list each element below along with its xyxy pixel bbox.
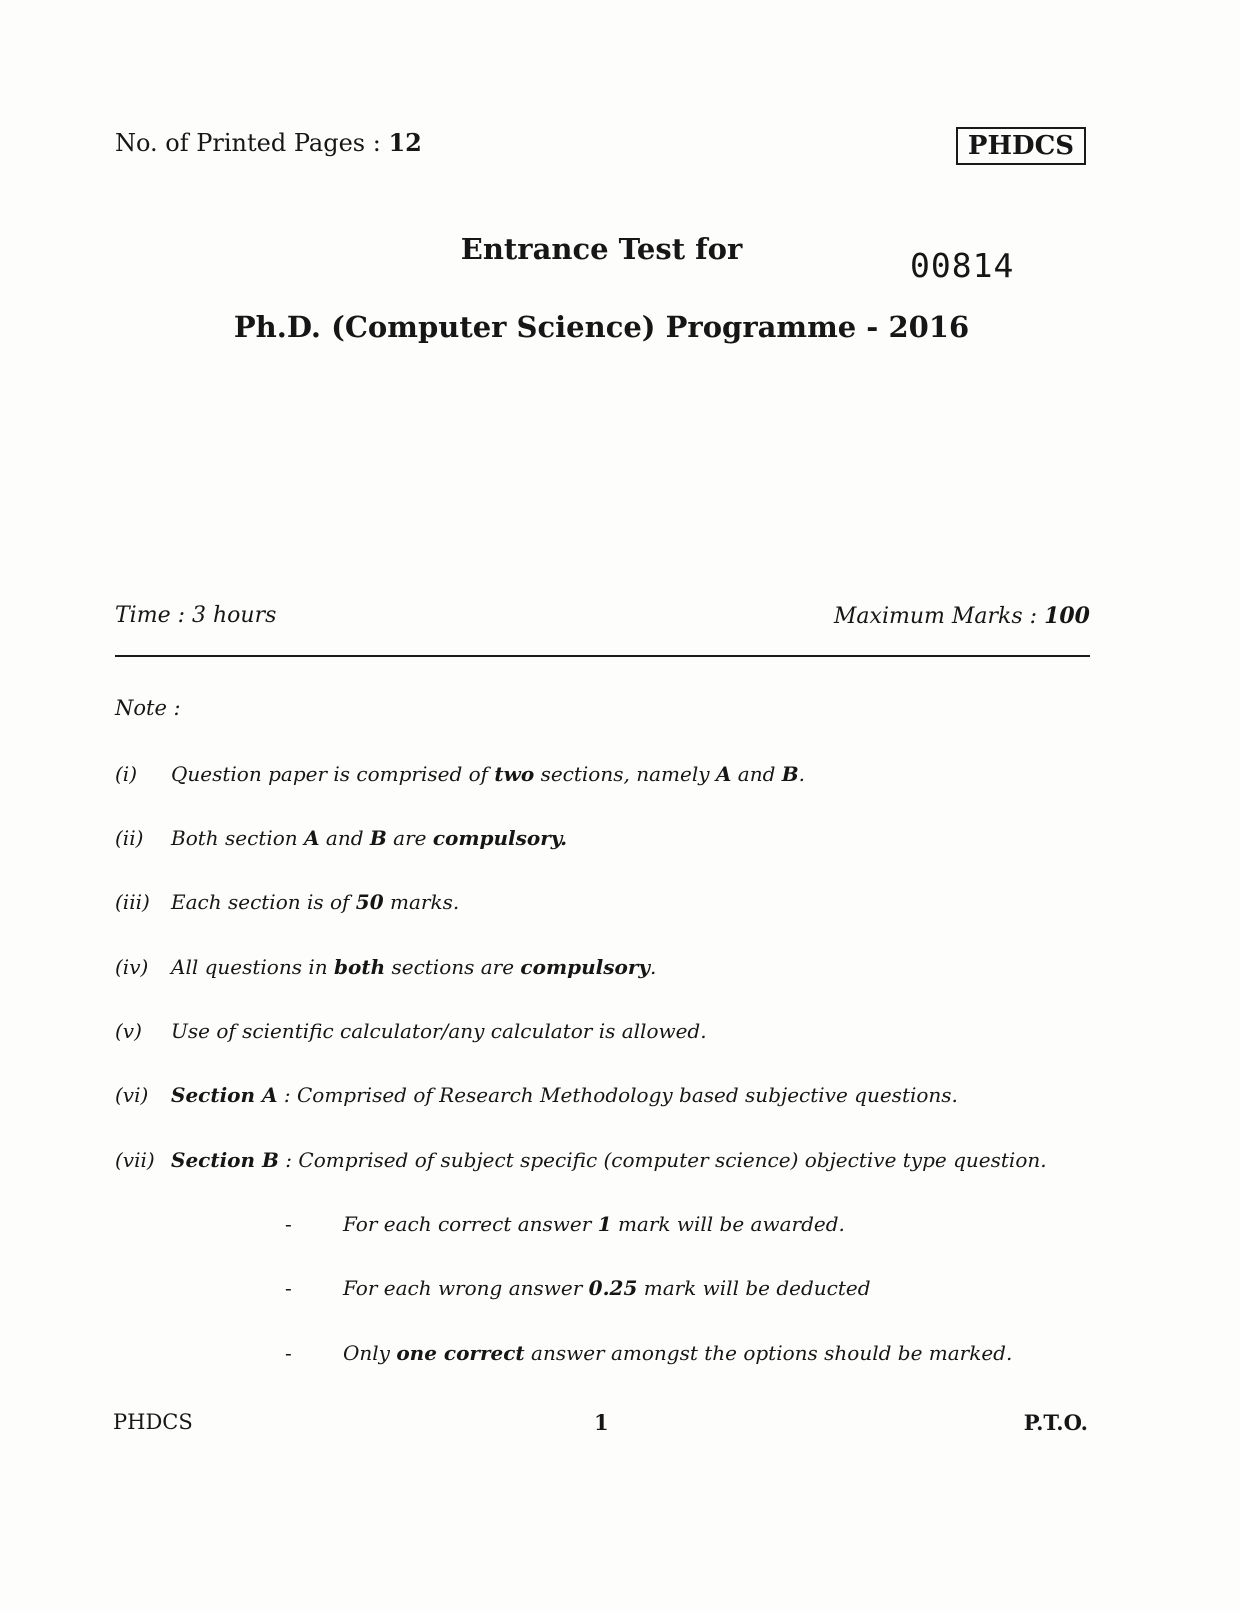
- note-item: (ii) Both section A and B are compulsory.: [115, 826, 568, 850]
- page-number: 1: [594, 1410, 609, 1435]
- serial-number: 00814: [910, 246, 1015, 285]
- note-item-number: (v): [115, 1019, 142, 1043]
- printed-pages-value: 12: [388, 128, 422, 157]
- note-item-number: (ii): [115, 826, 144, 850]
- marking-rule: - For each wrong answer 0.25 mark will be deducted: [285, 1276, 871, 1300]
- printed-pages-label: No. of Printed Pages :: [115, 129, 381, 157]
- note-item: (iv) All questions in both sections are compulsory.: [115, 955, 657, 979]
- marking-rule: - Only one correct answer amongst the options should be marked.: [285, 1341, 1013, 1365]
- please-turn-over: P.T.O.: [1023, 1410, 1088, 1435]
- note-item-number: (iv): [115, 955, 149, 979]
- printed-pages-count: [115, 128, 422, 157]
- note-item-number: (iii): [115, 890, 150, 914]
- note-item: (iii) Each section is of 50 marks.: [115, 890, 460, 914]
- title-line-2: Ph.D. (Computer Science) Programme - 2016: [233, 310, 970, 344]
- maximum-marks: [834, 603, 1090, 629]
- note-item: (vi) Section A : Comprised of Research Methodology based subjective questions.: [115, 1083, 958, 1107]
- note-item: (i) Question paper is comprised of two sections, namely A and B.: [115, 762, 805, 786]
- note-heading: Note :: [115, 696, 181, 720]
- note-item-number: (i): [115, 762, 138, 786]
- note-item: (vii) Section B : Comprised of subject specific (computer science) objective type question.: [115, 1148, 1047, 1172]
- exam-time: Time : 3 hours: [115, 603, 277, 628]
- title-line-1: Entrance Test for: [460, 232, 743, 266]
- marking-rule: - For each correct answer 1 mark will be awarded.: [285, 1212, 845, 1236]
- header-divider: [115, 655, 1090, 657]
- note-item-number: (vii): [115, 1148, 155, 1172]
- note-item-number: (vi): [115, 1083, 149, 1107]
- note-item: (v) Use of scientific calculator/any calculator is allowed.: [115, 1019, 707, 1043]
- paper-code-box: PHDCS: [956, 127, 1086, 165]
- footer-paper-code: PHDCS: [113, 1410, 193, 1434]
- max-marks-value: 100: [1044, 603, 1090, 629]
- max-marks-label: Maximum Marks :: [833, 604, 1038, 629]
